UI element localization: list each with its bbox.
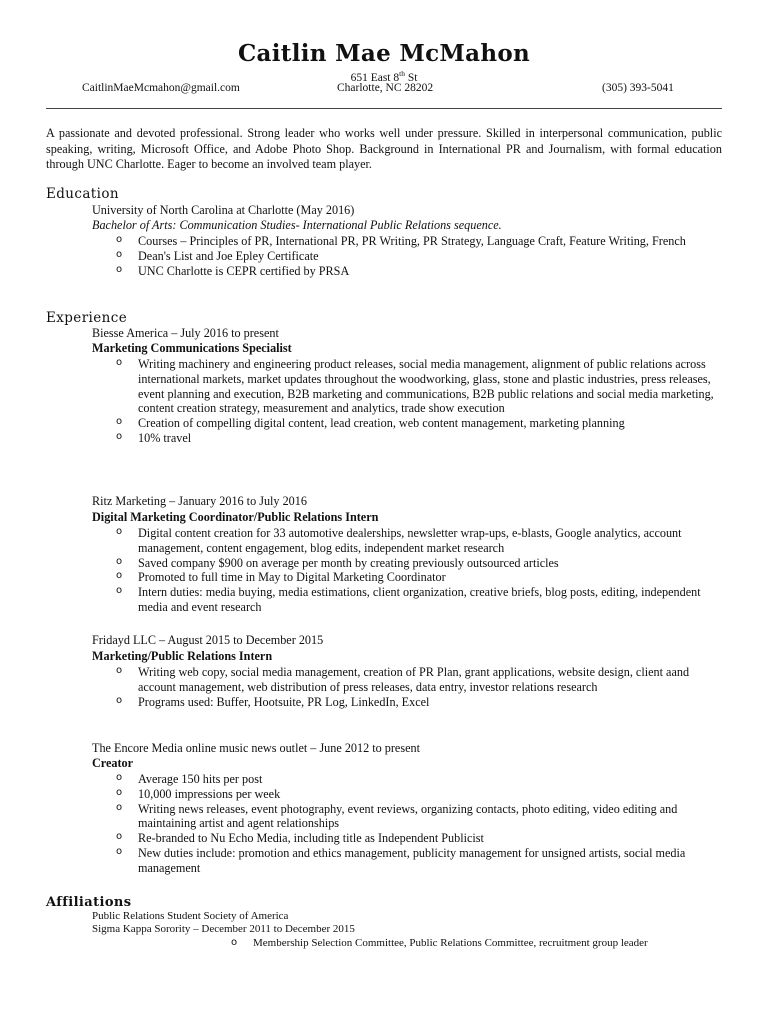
job-bullets [116, 665, 716, 709]
list-item: o Intern duties: media buying, media estimations, client organization, creative briefs, blog posts, editing, independent media and event research [116, 585, 716, 615]
resume-name: Caitlin Mae McMahon [237, 40, 531, 67]
school-line: University of North Carolina at Charlotte (May 2016) [92, 203, 355, 217]
affiliation-item: Sigma Kappa Sorority – December 2011 to December 2015 [92, 923, 355, 935]
list-item: o Writing web copy, social media management, creation of PR Plan, grant applications, website design, client aand account management, web distribution of press releases, data entry, investor relations research [116, 665, 716, 695]
street-address: 651 East 8th St [350, 69, 418, 84]
job-company-line: The Encore Media online music news outlet – June 2012 to present [92, 741, 420, 755]
job-company-line: Ritz Marketing – January 2016 to July 2016 [92, 494, 307, 508]
list-item: o UNC Charlotte is CEPR certified by PRSA [116, 264, 716, 279]
job-bullets [116, 526, 716, 615]
email-address: CaitlinMaeMcmahon@gmail.com [82, 82, 240, 94]
list-item: o Re-branded to Nu Echo Media, including title as Independent Publicist [116, 831, 716, 846]
list-item: o 10% travel [116, 431, 716, 446]
job-title-line: Marketing Communications Specialist [92, 341, 292, 355]
list-item: o New duties include: promotion and ethics management, publicity management for unsigned artists, social media management [116, 846, 716, 876]
summary-paragraph: A passionate and devoted professional. Strong leader who works well under pressure. Skilled in interpersonal communication, public speaking, writing, Microsoft Office, and Adobe Photo Shop. Background in International PR and Journalism, with formal education through UNC Charlotte. Eager to become an involved team player. [46, 126, 722, 171]
list-item: o Courses – Principles of PR, International PR, PR Writing, PR Strategy, Language Craft, Feature Writing, French [116, 234, 716, 249]
phone-number: (305) 393-5041 [602, 82, 674, 94]
degree-line: Bachelor of Arts: Communication Studies- International Public Relations sequence. [92, 218, 502, 232]
affiliation-item: Public Relations Student Society of America [92, 910, 289, 922]
list-item: o 10,000 impressions per week [116, 787, 716, 802]
job-title-line: Marketing/Public Relations Intern [92, 649, 273, 663]
job-title-line: Digital Marketing Coordinator/Public Relations Intern [92, 510, 379, 524]
list-item: o Dean's List and Joe Epley Certificate [116, 249, 716, 264]
job-company-line: Fridayd LLC – August 2015 to December 2015 [92, 633, 324, 647]
job-title-line: Creator [92, 756, 134, 770]
list-item: o Creation of compelling digital content, lead creation, web content management, marketing planning [116, 416, 716, 431]
education-bullets [116, 234, 716, 278]
list-item: o Writing news releases, event photography, event reviews, organizing contacts, photo editing, video editing and maintaining artist and agent relationships [116, 802, 716, 832]
affiliations-heading: Affiliations [46, 895, 132, 910]
list-item: o Average 150 hits per post [116, 772, 716, 787]
city-state-zip: Charlotte, NC 28202 [337, 82, 434, 94]
list-item: o Digital content creation for 33 automotive dealerships, newsletter wrap-ups, e-blasts, Google analytics, account management, content engagement, blog edits, independent market research [116, 526, 716, 556]
job-bullets [116, 772, 716, 876]
list-item: o Writing machinery and engineering product releases, social media management, alignment of public relations across international markets, market updates throughout the woodworking, glass, stone and plastic industries, press releases, event planning and execution, B2B marketing and communications, B2B public relations and social media marketing, content creation strategy, measurement and analytics, trade show execution [116, 357, 716, 416]
experience-heading: Experience [46, 310, 128, 326]
job-bullets [116, 357, 716, 446]
education-heading: Education [46, 186, 119, 202]
bullet-marker: o [231, 937, 238, 948]
affiliation-sub-bullet-text: Membership Selection Committee, Public Relations Committee, recruitment group leader [253, 937, 648, 949]
list-item: o Saved company $900 on average per month by creating previously outsourced articles [116, 556, 716, 571]
header-divider [46, 108, 722, 109]
list-item: o Programs used: Buffer, Hootsuite, PR Log, LinkedIn, Excel [116, 695, 716, 710]
list-item: o Promoted to full time in May to Digital Marketing Coordinator [116, 570, 716, 585]
job-company-line: Biesse America – July 2016 to present [92, 326, 279, 340]
